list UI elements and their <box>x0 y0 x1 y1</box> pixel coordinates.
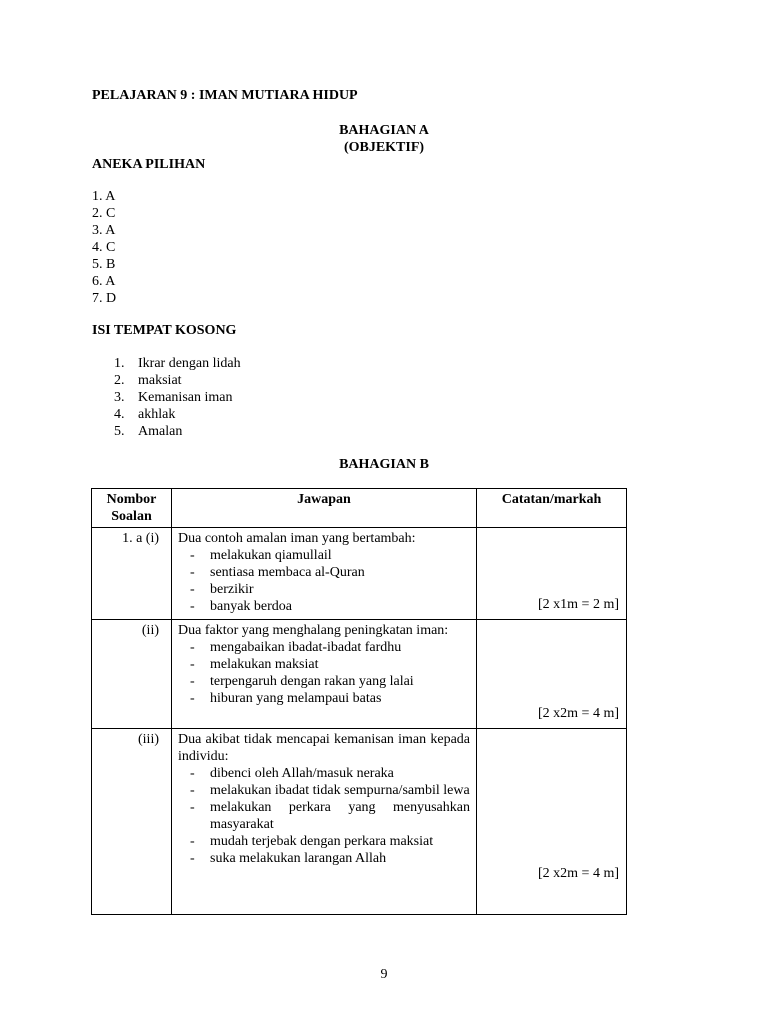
aneka-answer: 3. A <box>92 223 116 238</box>
isi-item-text: Ikrar dengan lidah <box>138 356 241 371</box>
section-a-title: BAHAGIAN A <box>339 123 429 138</box>
answer-point: - dibenci oleh Allah/masuk neraka <box>178 765 470 782</box>
isi-item <box>114 355 414 372</box>
section-a-subtitle: (OBJEKTIF) <box>343 140 425 155</box>
isi-item-text: Amalan <box>138 424 183 439</box>
table-row <box>92 620 627 729</box>
isi-item <box>114 372 414 389</box>
answer-point: - melakukan perkara yang menyusahkan masyarakat <box>178 799 470 833</box>
answer-table <box>91 488 627 915</box>
question-number: (ii) <box>92 620 172 729</box>
isi-item-number: 1. <box>114 356 125 371</box>
answer-point: - melakukan maksiat <box>178 656 470 673</box>
aneka-answer: 4. C <box>92 240 116 255</box>
answer-point: - mudah terjebak dengan perkara maksiat <box>178 833 470 850</box>
table-row <box>92 528 627 620</box>
isi-item-text: akhlak <box>138 407 176 422</box>
isi-item-number: 5. <box>114 424 125 439</box>
answer-point: - suka melakukan larangan Allah <box>178 850 470 867</box>
answer-intro: Dua faktor yang menghalang peningkatan iman: <box>178 623 449 638</box>
answer-point: - berzikir <box>178 581 470 598</box>
aneka-answer: 6. A <box>92 274 116 289</box>
isi-item-text: maksiat <box>138 373 182 388</box>
answer-point: - mengabaikan ibadat-ibadat fardhu <box>178 639 470 656</box>
isi-heading: ISI TEMPAT KOSONG <box>92 323 237 338</box>
aneka-answer: 7. D <box>92 291 117 306</box>
marks-value: [2 x2m = 4 m] <box>538 706 619 721</box>
isi-item-text: Kemanisan iman <box>138 390 233 405</box>
answer-points <box>178 765 470 867</box>
page-number: 9 <box>380 967 388 982</box>
marks-cell <box>477 620 627 729</box>
isi-item-number: 4. <box>114 407 125 422</box>
answer-point: - sentiasa membaca al-Quran <box>178 564 470 581</box>
question-number: 1. a (i) <box>92 528 172 620</box>
aneka-answer: 2. C <box>92 206 116 221</box>
header-jawapan: Jawapan <box>172 489 477 528</box>
answer-cell <box>172 620 477 729</box>
isi-item-number: 3. <box>114 390 125 405</box>
header-catatan-markah: Catatan/markah <box>477 489 627 528</box>
answer-cell <box>172 528 477 620</box>
lesson-title: PELAJARAN 9 : IMAN MUTIARA HIDUP <box>92 88 358 103</box>
answer-point: - hiburan yang melampaui batas <box>178 690 470 707</box>
aneka-answer-list <box>92 188 116 307</box>
marks-value: [2 x1m = 2 m] <box>538 597 619 612</box>
answer-points <box>178 639 470 707</box>
header-soalan-line: Soalan <box>111 509 152 524</box>
answer-point: - banyak berdoa <box>178 598 470 615</box>
answer-intro: Dua contoh amalan iman yang bertambah: <box>178 531 416 546</box>
answer-intro: Dua akibat tidak mencapai kemanisan iman kepada individu: <box>178 732 470 764</box>
isi-item <box>114 406 414 423</box>
header-nombor-line: Nombor <box>106 492 157 507</box>
isi-list <box>114 355 414 440</box>
aneka-answer: 5. B <box>92 257 116 272</box>
isi-item-number: 2. <box>114 373 125 388</box>
answer-cell <box>172 729 477 915</box>
marks-cell <box>477 528 627 620</box>
table-row <box>92 729 627 915</box>
aneka-heading: ANEKA PILIHAN <box>92 157 206 172</box>
section-b-title: BAHAGIAN B <box>339 457 429 472</box>
isi-item <box>114 389 414 406</box>
marks-value: [2 x2m = 4 m] <box>538 866 619 881</box>
marks-cell <box>477 729 627 915</box>
header-nombor-soalan <box>92 489 172 528</box>
isi-item <box>114 423 414 440</box>
answer-points <box>178 547 470 615</box>
answer-point: - melakukan qiamullail <box>178 547 470 564</box>
answer-point: - terpengaruh dengan rakan yang lalai <box>178 673 470 690</box>
aneka-answer: 1. A <box>92 189 116 204</box>
answer-point: - melakukan ibadat tidak sempurna/sambil lewa <box>178 782 470 799</box>
table-header-row <box>92 489 627 528</box>
question-number: (iii) <box>92 729 172 915</box>
